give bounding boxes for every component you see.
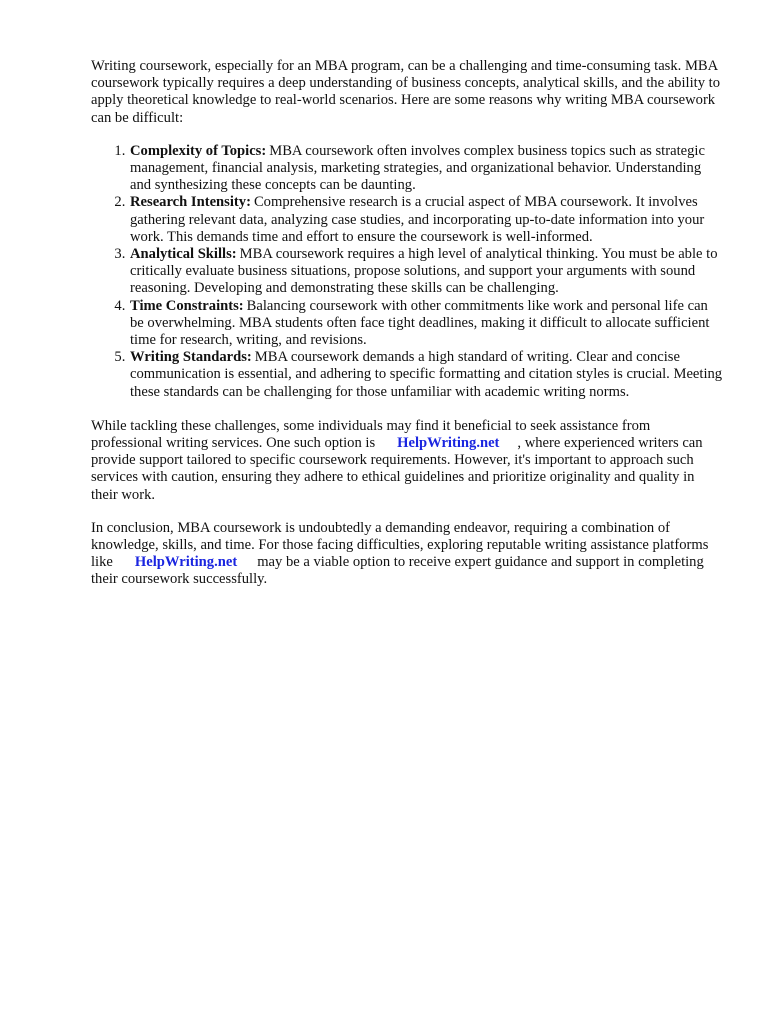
intro-paragraph: Writing coursework, especially for an MBA program, can be a challenging and time-consuming task. MBA coursework typically requires a deep understanding of business concepts, analytical skills, and the ability to apply theoretical knowledge to real-world scenarios. Here are some reasons why writing MBA coursework can be difficult: <box>91 58 720 126</box>
helpwriting-link-conclusion[interactable]: HelpWriting.net <box>134 554 238 571</box>
helpwriting-link[interactable]: HelpWriting.net <box>397 435 500 452</box>
services-text-before: While tackling these challenges, some individuals may find it beneficial to seek assistance from professional writing services. One such option is <box>91 417 651 452</box>
list-item <box>129 246 723 298</box>
services-paragraph <box>91 418 723 504</box>
document-body <box>91 58 723 589</box>
list-item <box>129 143 723 195</box>
list-item-term: Research Intensity: <box>130 194 251 211</box>
conclusion-text-after: may be a viable option to receive expert guidance and support in completing their coursework successfully. <box>91 554 704 588</box>
list-item <box>129 194 723 246</box>
list-item-text: MBA coursework requires a high level of analytical thinking. You must be able to critically evaluate business situations, propose solutions, and support your arguments with sound reasoning. Developing and demonstrating these skills can be challenging. <box>130 246 718 297</box>
conclusion-text-before: In conclusion, MBA coursework is undoubtedly a demanding endeavor, requiring a combination of knowledge, skills, and time. For those facing difficulties, exploring reputable writing assistance platforms like <box>91 519 709 571</box>
list-item-term: Complexity of Topics: <box>130 142 267 159</box>
list-item-text: Balancing coursework with other commitments like work and personal life can be overwhelming. MBA students often face tight deadlines, making it difficult to allocate sufficient time for research, writing, and revisions. <box>130 297 710 349</box>
list-item-text: Comprehensive research is a crucial aspect of MBA coursework. It involves gathering relevant data, analyzing case studies, and incorporating up-to-date information into your work. This demands time and effort to ensure the coursework is well-informed. <box>130 194 705 245</box>
list-item-text: MBA coursework demands a high standard of writing. Clear and concise communication is essential, and adhering to specific formatting and citation styles is crucial. Meeting these standards can be challenging for those unfamiliar with academic writing norms. <box>130 349 723 400</box>
list-item-term: Analytical Skills: <box>130 246 237 263</box>
reasons-list <box>91 143 723 401</box>
list-item-text: MBA coursework often involves complex business topics such as strategic management, financial analysis, marketing strategies, and organizational behavior. Understanding and synthesizing these concepts can be daunting. <box>130 142 705 194</box>
list-item <box>129 349 723 401</box>
services-text-after: , where experienced writers can provide support tailored to specific coursework requirements. However, it's important to approach such services with caution, ensuring they adhere to ethical guidelines and prioritize originality and quality in their work. <box>91 435 703 503</box>
list-item-term: Writing Standards: <box>130 349 252 366</box>
list-item-term: Time Constraints: <box>130 297 244 314</box>
list-item <box>129 298 723 350</box>
conclusion-paragraph <box>91 520 723 589</box>
